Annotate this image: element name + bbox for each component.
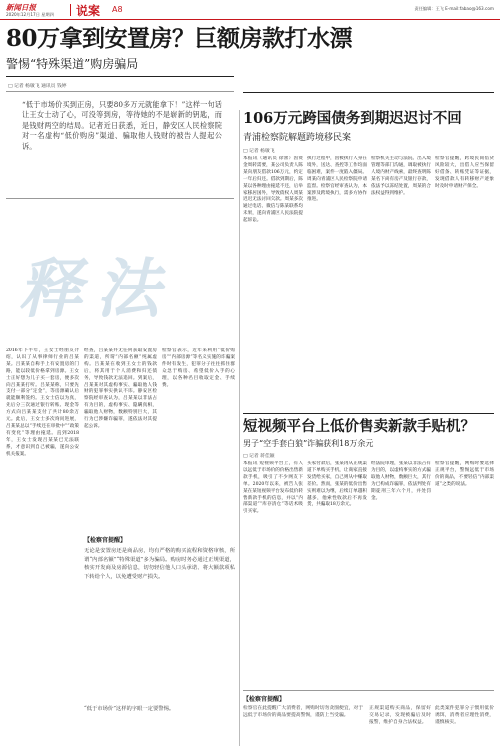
story3-end-note: 此类案件犯罪分子惯用低价诱饵，消费者应理性消费，谨慎核实。 — [435, 706, 494, 726]
story3-top-rule — [243, 413, 494, 414]
story3-col1: 本报讯 短视频平台上，有人以远低于市场价的价格出售新款手机，吸引了不少网友下单。2020年以来，被告人张某在某短视频平台发布低价转售新款手机的信息，并以“内部渠道”“库存清仓”等话术吸引买家。 — [243, 461, 303, 515]
page-number: A8 — [112, 5, 123, 14]
story1-col1: 2016年下半年，王女士经朋友介绍，认识了从事律师行业的吕某某。吕某某自称手上有安置房的门路，能以较低价格拿到房源。王女士正好想为儿子买一套房，便多次向吕某某打听。吕某某称，只要先支付一部分“定金”，等房源确认后就能顺利签约。王女士信以为真，先后分三次通过银行转账、现金等方式向吕某某支付了共计80余万元。此后，王女士多次询问进展，吕某某总以“手续还在审批中”“政策有变化”等理由拖延。直到2018年，王女士发现吕某某已无法联系，才意识到自己被骗，遂向公安机关报案。 — [6, 348, 79, 457]
masthead-divider — [70, 4, 71, 16]
story1-tip-title: 【检察官提醒】 — [84, 537, 127, 544]
story1-tip-close: “低于市场价”这样的字眼一定要警惕。 — [84, 706, 175, 712]
masthead — [0, 0, 500, 20]
story1-lead: “低于市场价买到正房，只要80多万元就能拿下！”这样一句话让王女士动了心，可没等到房，等待她的不是崭新的钥匙，而是钱财两空的结局。记者近日获悉，近日，静安区人民检察院对一名虚构“低价购房”渠道、骗取他人钱财的被告人提起公诉。 — [22, 100, 222, 151]
story2-headline: 106万元跨国债务到期迟迟讨不回 — [243, 110, 462, 127]
story3-col2: 买家付款后，张某再从正规渠道下单购买手机，让商家直接发货给买家，自己则从中赚取差价。然而，张某的低价出售实则难以为继，后续订单越积越多，他索性收款后不再发货，共骗取18万余元。 — [307, 461, 367, 508]
story3-tip-box — [243, 690, 494, 748]
story3-headline: 短视频平台上低价售卖新款手贴机？ — [243, 418, 475, 435]
section-name: 说案 — [76, 4, 101, 18]
date-line: 2020年12月17日 星期四 — [6, 12, 54, 17]
story1-rule — [6, 76, 234, 77]
story2-col2: 执行过程中，因被执行人身在境外，送达、查控等工作均面临困难，案件一度陷入僵局。周某向青浦区人民检察院申请监督。检察官经审查认为，本案涉及跨境执行，需多方协作推进。 — [307, 156, 367, 203]
story1-col3: 检察官表示，近年来利用“低价购房”“内部房源”等名义实施的诈骗案件时有发生，犯罪分子往往抓住群众急于购房、希望低价入手的心理，以各种名目收取定金、手续费。 — [162, 348, 235, 388]
editor-line: 责任编辑：王飞 E-mail:fabao@163.com — [414, 6, 494, 11]
story3-byline: □ 记者 蒋佳颖 — [243, 454, 275, 459]
story1-lead-box — [6, 91, 234, 199]
story3-subhead: 男子“空手套白狼”诈骗获利18万余元 — [243, 439, 374, 448]
story3-col4: 检察官提醒，网购时要选择正规平台，警惕远低于市场价的商品，不要轻信“内部渠道”之类的说法。 — [435, 461, 494, 487]
story3-col3: 经法院审理，张某以非法占有为目的，以虚构事实的方式骗取他人财物，数额巨大，其行为已构成诈骗罪，依法判处有期徒刑三年六个月，并处罚金。 — [371, 461, 431, 501]
story1-watermark: 释法 — [18, 252, 174, 327]
column-divider — [239, 110, 240, 746]
story2-subhead: 青浦检察院解题跨境移民案 — [243, 133, 352, 143]
story1-subhead: 警惕“特殊渠道”购房骗局 — [6, 57, 139, 71]
story2-col1: 本报讯（通讯员 徐蕾）因资金周转需要，某公司负责人陈某向朋友借款106万元，约定一年后归还。借款到期后，陈某以各种理由拖延不还，后举家移居国外，导致债权人周某迟迟无法讨回欠款。周某多次通过电话、微信与陈某联系均未果，遂向青浦区人民法院提起诉讼。 — [243, 156, 303, 224]
story2-col4: 检察官提醒，跨境民间借贷风险较大，出借人应当保留好借条、转账凭证等证据，发现借款人有转移财产迹象时及时申请财产保全。 — [435, 156, 494, 189]
story1-tip-box — [84, 533, 235, 745]
story1-tip-body: 无论是安置房还是商品房，均有严格的购买流程和资格审核，所谓“内部名额”“特殊渠道”多为骗局。购房时务必通过正规渠道，核实开发商及房源信息，切勿轻信他人口头承诺、将大额款项私下转给个人，以免遭受财产损失。 — [84, 548, 235, 580]
story2-col3: 检察机关主动与法院、出入境管理等部门沟通，调取被执行人境内财产线索，最终查明陈某名下尚有房产及银行存款，依法予以冻结处置，周某的合法权益得到维护。 — [371, 156, 431, 196]
story1-col2: 经查，吕某某并无任何获取安置房的渠道，所谓“内部名额”纯属虚构。吕某某在收到王女士的钱款后，将其用于个人消费和归还债务，导致钱款无法追回。到案后，吕某某对其虚构事实、骗取他人钱财的犯罪事实供认不讳。静安区检察院经审查认为，吕某某以非法占有为目的，虚构事实、隐瞒真相，骗取他人财物，数额特别巨大，其行为已涉嫌诈骗罪，遂依法对其提起公诉。 — [84, 348, 157, 429]
story3-tip-body: 检察官在此提醒广大消费者，网购时切勿贪图便宜，对于远低于市场价的商品要提高警惕，谨防上当受骗。 — [243, 706, 363, 719]
story3-tip-title: 【检察官提醒】 — [243, 696, 286, 703]
story1-byline: □ 记者 杨敏飞 通讯员 钱婷 — [8, 84, 67, 89]
masthead-rule — [0, 19, 500, 20]
story2-top-rule — [243, 92, 494, 93]
story3-tip-body-2: 正规渠道购买商品，保留好交易记录，发现被骗后及时报警，维护自身合法权益。 — [369, 706, 431, 726]
story1-headline: 80万拿到安置房？巨额房款打水漂 — [6, 25, 353, 52]
paper-name: 新闻日报 — [6, 3, 36, 12]
story2-byline: □ 记者 杨敏飞 — [243, 149, 275, 154]
